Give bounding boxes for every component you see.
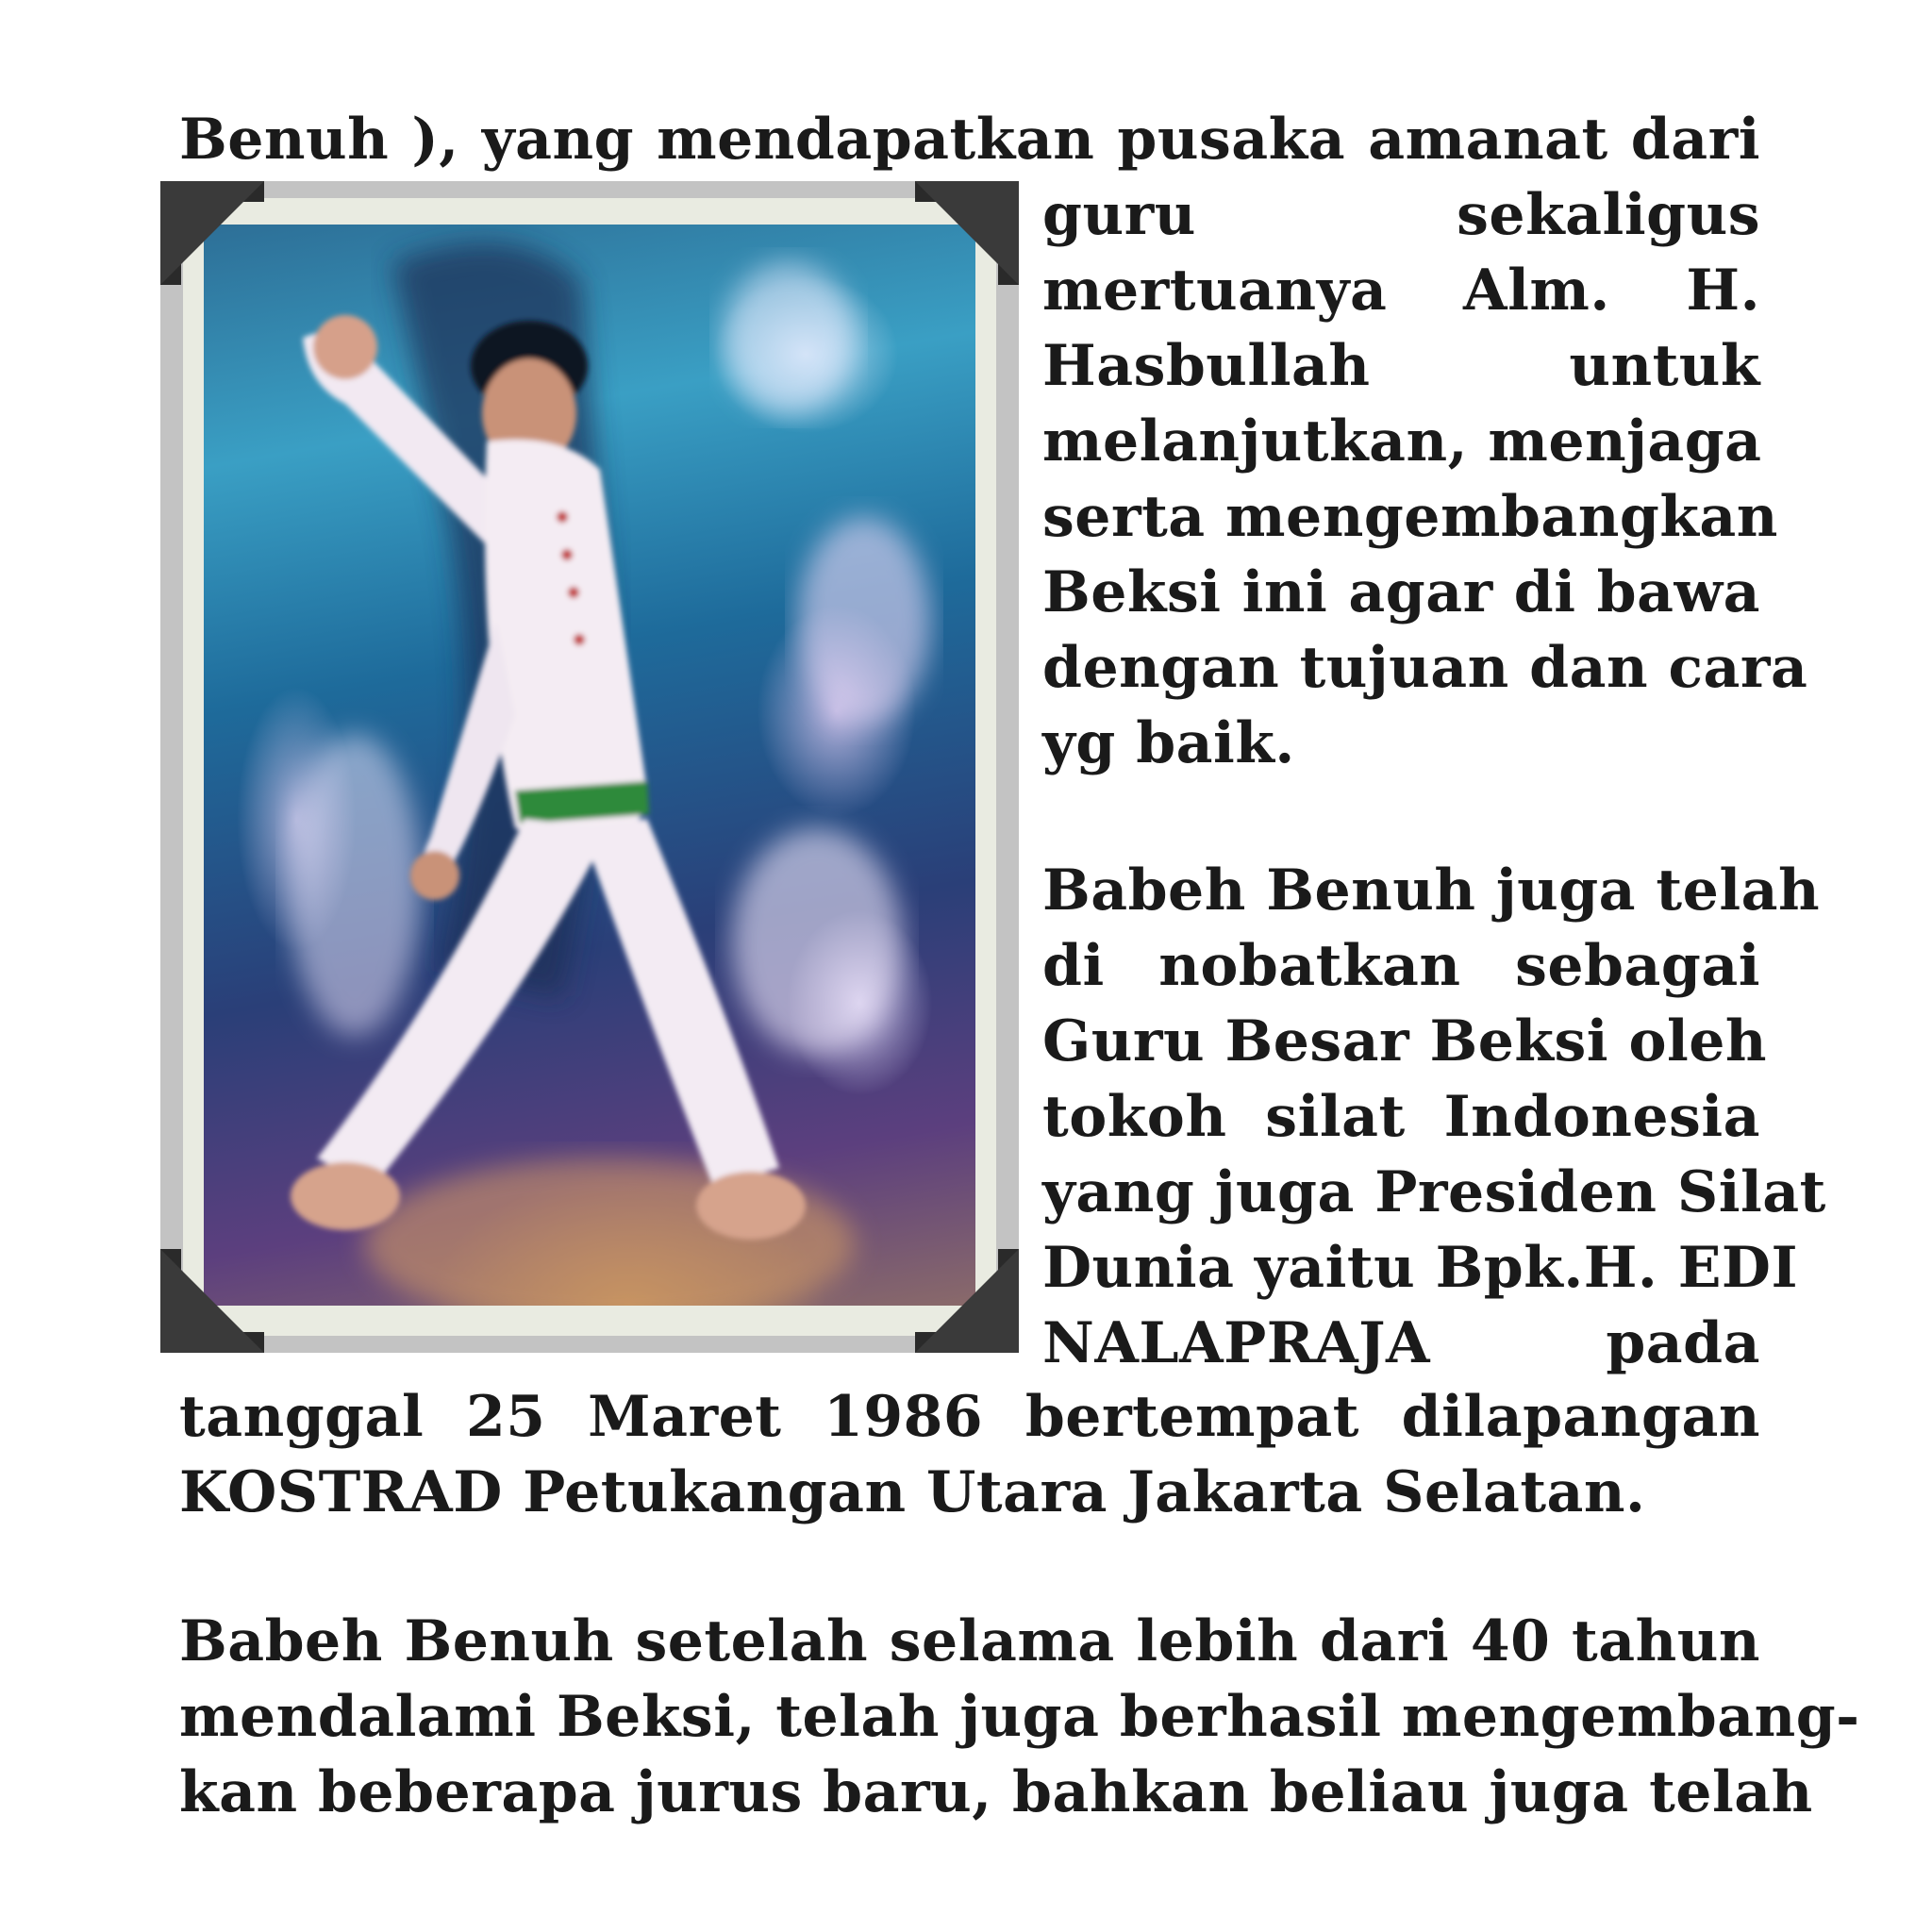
paragraph-line: guru sekaligus [1042,182,1760,248]
paragraph-line: tanggal 25 Maret 1986 bertempat dilapangan [179,1384,1760,1450]
martial-artist-figure-icon [204,225,975,1306]
paragraph-line: di nobatkan sebagai [1042,933,1760,999]
paragraph-line: serta mengembangkan [1042,484,1778,550]
paragraph-line: NALAPRAJA pada [1042,1310,1760,1376]
photo-frame [160,181,1019,1353]
paragraph-line: yang juga Presiden Silat [1042,1159,1826,1225]
paragraph-line: melanjutkan, menjaga [1042,408,1762,475]
martial-artist-photo [204,225,975,1306]
photo-corner-icon [915,181,1019,285]
paragraph-line: Hasbullah untuk [1042,333,1760,399]
paragraph-line: Babeh Benuh setelah selama lebih dari 40 tahun [179,1608,1760,1674]
paragraph-line: mendalami Beksi, telah juga berhasil mengembang- [179,1684,1860,1750]
paragraph-line: mertuanya Alm. H. [1042,258,1760,324]
paragraph-line: Babeh Benuh juga telah [1042,858,1821,924]
paragraph-line: kan beberapa jurus baru, bahkan beliau juga telah [179,1759,1813,1825]
paragraph-line: KOSTRAD Petukangan Utara Jakarta Selatan. [179,1459,1646,1525]
paragraph-line: Beksi ini agar di bawa [1042,559,1760,625]
paragraph-line: Guru Besar Beksi oleh [1042,1008,1768,1074]
paragraph-line: Benuh ), yang mendapatkan pusaka amanat dari [179,107,1760,173]
paragraph-line: Dunia yaitu Bpk.H. EDI [1042,1235,1799,1301]
photo-corner-icon [160,181,264,285]
paragraph-line: yg baik. [1042,710,1295,776]
paragraph-line: tokoh silat Indonesia [1042,1084,1760,1150]
photo-corner-icon [160,1249,264,1353]
paragraph-line: dengan tujuan dan cara [1042,635,1808,701]
photo-corner-icon [915,1249,1019,1353]
